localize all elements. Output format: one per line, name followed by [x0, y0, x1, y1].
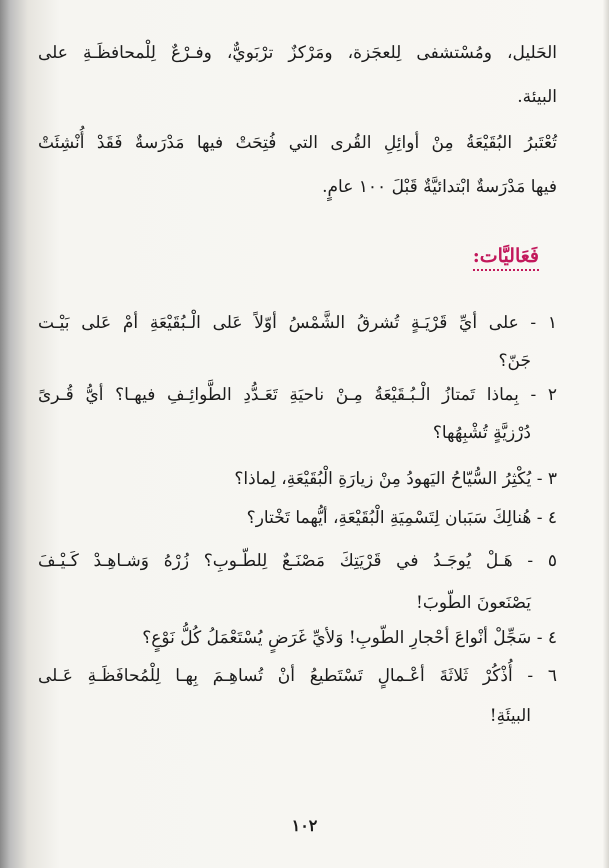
activity-item-4-line-1: ٤ - هُنالِكَ سَبَبان لِتَسْمِيَةِ الْبُقَيْعَةِ، أيُّهما تَخْتار؟: [246, 508, 557, 528]
paragraph-1: [38, 40, 557, 110]
paragraph-2: [38, 130, 557, 200]
activity-item-7-line-2: البيئَةِ!: [489, 706, 531, 726]
activity-item-7-line-1: ٦ - أُذْكُرْ ثَلاثَةَ أعْـمالٍ تَسْتَطيعُ أنْ تُساهِـمَ بِهـا لِلْمُحافَظَـةِ عَـلى: [38, 666, 557, 686]
activities-heading: فَعَاليَّات:: [473, 245, 539, 271]
activity-item-2-line-2: دُرْزيَّةٍ تُشْبِهُها؟: [432, 423, 531, 443]
activity-item-4: [38, 505, 557, 531]
activity-item-1-line-2: جَنّ؟: [498, 351, 531, 371]
activity-item-2-line-1: ٢ - بِماذا تَمتازُ الْـبُـقَيْعَةُ مِـنْ ناحيَةِ تَعَـدُّدِ الطَّوائِـفِ فيهـا؟ أيُّ قُـرىً: [38, 385, 557, 405]
activity-item-1-line-1: ١ - على أيِّ قَرْيَـةٍ تُشرقُ الشَّمْسُ أوّلاً عَلى الْـبُقَيْعَةِ أمْ عَلى بَيْـت: [38, 313, 557, 333]
paragraph-2-line-1: تُعْتَبرُ البُقَيْعَةُ مِنْ أوائِلِ القُرى التي فُتِحَتْ فيها مَدْرَسةٌ فَقَدْ أُنْشِئَتْ: [38, 133, 557, 153]
activity-item-3-line-1: ٣ - يُكْثِرُ السُّيّاحُ اليَهودُ مِنْ زيارَةِ الْبُقَيْعَةِ، لِماذا؟: [234, 469, 557, 489]
activity-item-2: [38, 382, 557, 446]
page-edge: [603, 0, 609, 868]
paragraph-1-line-2: البيئة.: [517, 87, 557, 107]
paragraph-1-line-1: الحَليل، ومُسْتشفى لِلعجَزة، ومَرْكزٌ ترْبَويٌّ، وفـرْعٌ لِلْمحافظَـةِ على: [38, 43, 557, 63]
page-number: ١٠٢: [291, 816, 318, 835]
activity-item-5-line-2: يَصْنَعونَ الطّوبَ!: [416, 593, 531, 613]
activity-item-5: [38, 548, 557, 616]
activity-item-3: [38, 466, 557, 492]
activity-item-1: [38, 310, 557, 374]
activity-item-5-line-1: ٥ - هَـلْ يُوجَـدُ في قَرْيَتِكَ مَصْنَـعٌ لِلطّـوبِ؟ زُرْهُ وَشـاهِـدْ كَـيْـفَ: [38, 551, 557, 571]
activity-item-6-line-1: ٤ - سَجِّلْ أنْواعَ أحْجارِ الطّوبِ! وَلأيِّ غَرَضٍ يُسْتَعْمَلُ كُلُّ نَوْعٍ؟: [142, 628, 557, 648]
paragraph-2-line-2: فيها مَدْرَسةٌ ابْتدائيَّةٌ قَبْلَ ١٠٠ عامٍ.: [322, 177, 557, 197]
activity-item-7: [38, 663, 557, 729]
activity-item-6: [38, 625, 557, 651]
